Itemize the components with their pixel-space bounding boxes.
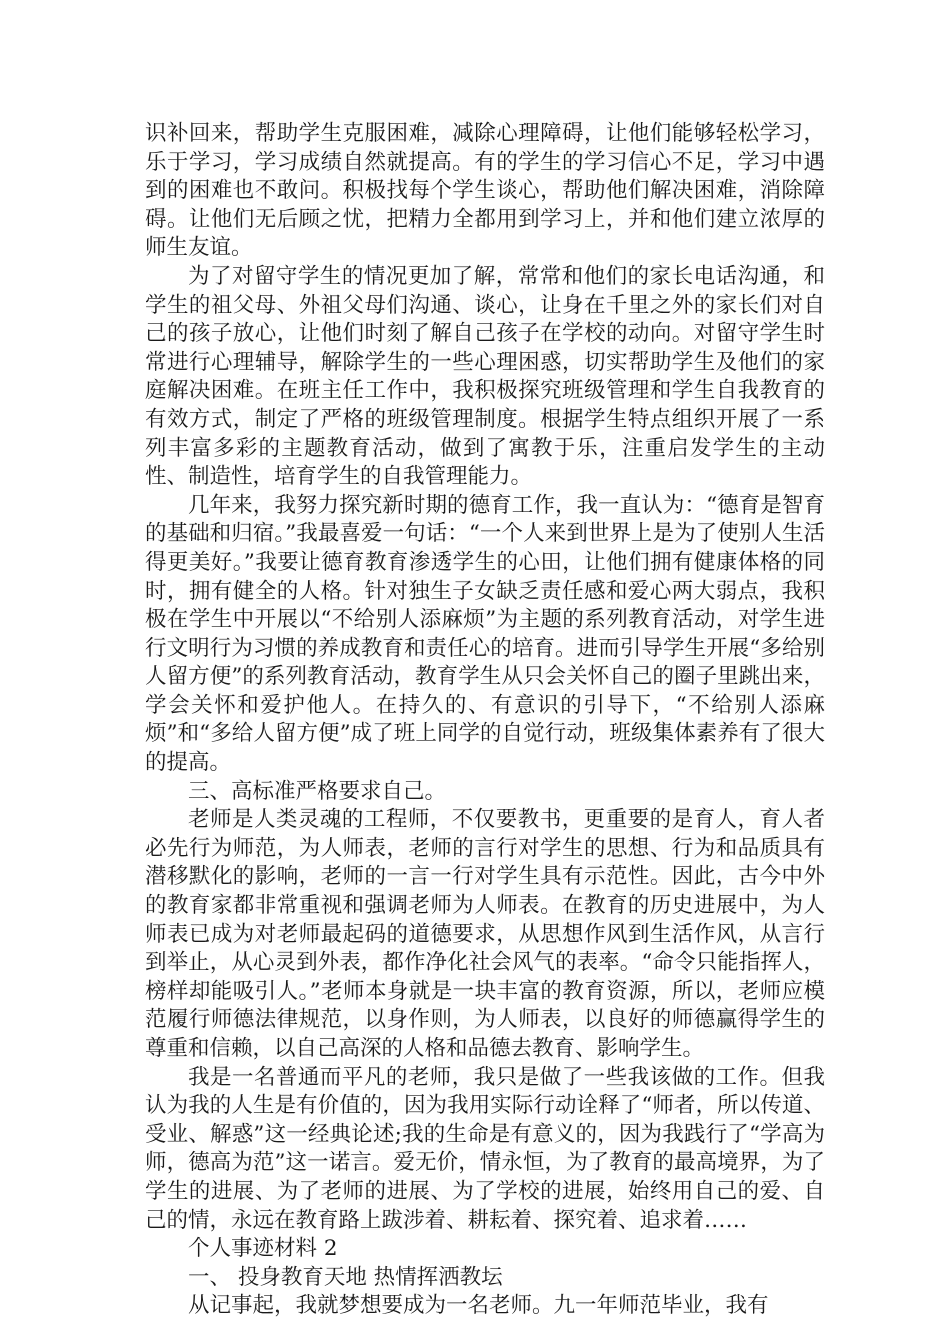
- material-title-2: 个人事迹材料 2: [188, 1236, 338, 1262]
- document-body: [145, 120, 825, 1321]
- paragraph-left-behind-students: 为了对留守学生的情况更加了解，常常和他们的家长电话沟通，和学生的祖父母、外祖父母们沟通、谈心，让身在千里之外的家长们对自己的孩子放心，让他们时刻了解自己孩子在学校的动向。对留守学生时常进行心理辅导，解除学生的一些心理困惑，切实帮助学生及他们的家庭解决困难。在班主任工作中，我积极探究班级管理和学生自我教育的有效方式，制定了严格的班级管理制度。根据学生特点组织开展了一系列丰富多彩的主题教育活动，做到了寓教于乐，注重启发学生的主动性、制造性，培育学生的自我管理能力。: [145, 263, 825, 490]
- section-heading-three: 三、高标准严格要求自己。: [188, 778, 447, 804]
- section-heading-one: 一、 投身教育天地 热情挥洒教坛: [188, 1264, 503, 1290]
- paragraph-dream-teacher: 从记事起，我就梦想要成为一名老师。九一年师范毕业，我有: [188, 1293, 769, 1319]
- paragraph-continuation: 识补回来，帮助学生克服困难，减除心理障碍，让他们能够轻松学习，乐于学习，学习成绩自然就提高。有的学生的学习信心不足，学习中遇到的困难也不敢问。积极找每个学生谈心，帮助他们解决困难，消除障碍。让他们无后顾之忧，把精力全都用到学习上，并和他们建立浓厚的师生友谊。: [145, 121, 825, 261]
- paragraph-moral-education: 几年来，我努力探究新时期的德育工作，我一直认为：“德育是智育的基础和归宿。”我最喜爱一句话：“一个人来到世界上是为了使别人生活得更美好。”我要让德育教育渗透学生的心田，让他们拥有健康体格的同时，拥有健全的人格。针对独生子女缺乏责任感和爱心两大弱点，我积极在学生中开展以“不给别人添麻烦”为主题的系列教育活动，对学生进行文明行为习惯的养成教育和责任心的培育。进而引导学生开展“多给别人留方便”的系列教育活动，教育学生从只会关怀自己的圈子里跳出来，学会关怀和爱护他人。在持久的、有意识的引导下，“不给别人添麻烦”和“多给人留方便”成了班上同学的自觉行动，班级集体素养有了很大的提高。: [145, 492, 825, 776]
- paragraph-teacher-role-model: 老师是人类灵魂的工程师，不仅要教书，更重要的是育人，育人者必先行为师范，为人师表，老师的言行对学生的思想、行为和品质具有潜移默化的影响，老师的一言一行对学生具有示范性。因此，古今中外的教育家都非常重视和强调老师为人师表。在教育的历史进展中，为人师表已成为对老师最起码的道德要求，从思想作风到生活作风，从言行到举止，从心灵到外表，都作净化社会风气的表率。“命令只能指挥人，榜样却能吸引人。”老师本身就是一块丰富的教育资源，所以，老师应模范履行师德法律规范，以身作则，为人师表，以良好的师德赢得学生的尊重和信赖，以自己高深的人格和品德去教育、影响学生。: [145, 807, 825, 1061]
- paragraph-ordinary-teacher: 我是一名普通而平凡的老师，我只是做了一些我该做的工作。但我认为我的人生是有价值的，因为我用实际行动诠释了“师者，所以传道、受业、解惑”这一经典论述;我的生命是有意义的，因为我践行了“学高为师，德高为范”这一诺言。爱无价，情永恒，为了教育的最高境界，为了学生的进展、为了老师的进展、为了学校的进展，始终用自己的爱、自己的情，永远在教育路上跋涉着、耕耘着、探究着、追求着……: [145, 1064, 825, 1233]
